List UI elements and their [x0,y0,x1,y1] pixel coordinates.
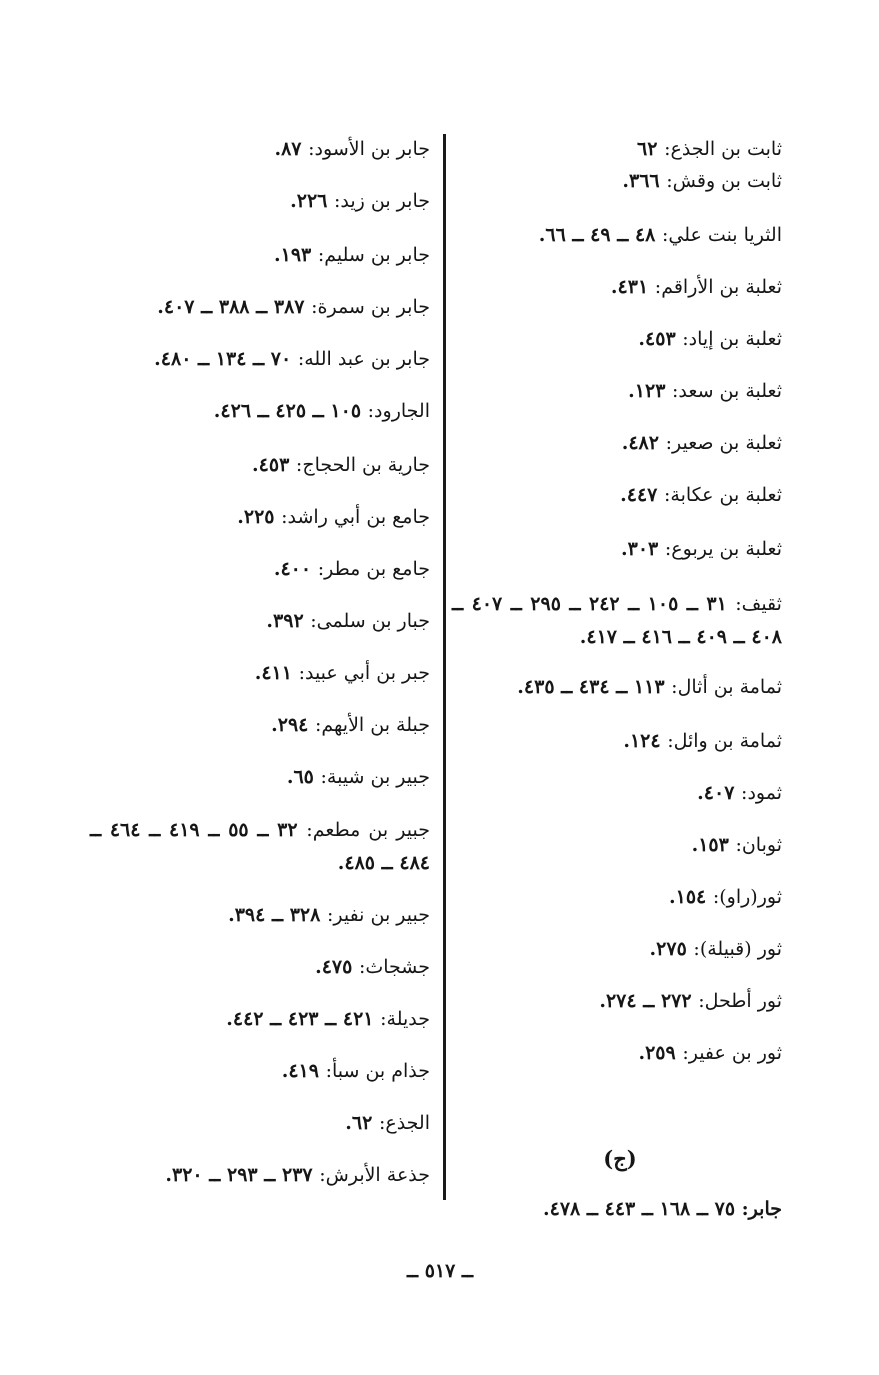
entry-name: ثور بن عفير: [682,1042,782,1064]
index-entry [90,398,430,425]
index-entry [90,712,430,739]
entry-pages: ١٢٣. [628,380,666,402]
index-entry [90,556,430,583]
entry-pages: ٤٢١ ــ ٤٢٣ ــ ٤٤٢. [226,1008,374,1030]
index-entry [90,346,430,373]
entry-name: جبلة بن الأيهم: [315,714,430,736]
index-entry [452,168,782,195]
entry-pages: ٤١٩. [281,1060,319,1082]
entry-name: جامع بن مطر: [317,558,430,580]
entry-pages: ٣٦٦. [622,170,660,192]
entry-name: ثعلبة بن الأراقم: [654,276,782,298]
entry-name: جبير بن مطعم: [306,819,430,841]
entry-pages: ٢٧٢ ــ ٢٧٤. [599,990,692,1012]
entry-name: جابر بن زيد: [334,190,430,212]
entry-pages: ٢٧٥. [649,938,687,960]
entry-pages: ٤٨٢. [621,432,659,454]
entry-pages: ١٢٤. [623,730,661,752]
entry-name: جابر بن الأسود: [308,138,430,160]
entry-name: ثقيف: [735,593,782,615]
entry-pages: ٢٩٤. [271,714,309,736]
index-entry [452,274,782,301]
entry-name: ثعلبة بن سعد: [672,380,782,402]
entry-name: جذام بن سبأ: [325,1060,430,1082]
entry-pages: ٤٣١. [610,276,649,298]
entry-name: ثعلبة بن صعير: [665,432,782,454]
entry-pages: ١٩٣. [273,244,312,266]
entry-pages: ٣٢ ــ ٥٥ ــ ٤١٩ ــ ٤٦٤ ــ ٤٨٤ ــ ٤٨٥. [90,819,430,874]
index-entry [90,1110,430,1137]
entry-pages: ٧٥ ــ ١٦٨ ــ ٤٤٣ ــ ٤٧٨. [543,1198,736,1220]
index-entry [452,588,782,654]
entry-pages: ٢٣٧ ــ ٢٩٣ ــ ٣٢٠. [165,1164,313,1186]
entry-name: ثوبان: [735,834,782,856]
entry-name: ثابت بن وقش: [666,170,782,192]
entry-name: جامع بن أبي راشد: [281,506,430,528]
index-entry [452,536,782,563]
index-entry [452,1196,782,1223]
entry-pages: ٣٩٢. [266,610,304,632]
index-entry [452,326,782,353]
entry-name: ثور(راو): [712,886,782,908]
index-entry [90,188,430,215]
index-entry [90,136,430,163]
entry-pages: ٦٢. [345,1112,373,1134]
entry-pages: ٧٠ ــ ١٣٤ ــ ٤٨٠. [154,348,292,370]
entry-name: جبير بن نفير: [326,904,430,926]
entry-name: ثمامة بن وائل: [667,730,782,752]
entry-pages: ٣٢٨ ــ ٣٩٤. [228,904,321,926]
index-entry [90,242,430,269]
index-entry [90,1006,430,1033]
entry-pages: ٤٨ ــ ٤٩ ــ ٦٦. [538,224,656,246]
entry-pages: ١٥٤. [668,886,707,908]
index-entry [90,814,430,880]
entry-pages: ٤٥٣. [252,454,290,476]
entry-name: ثعلبة بن إياد: [682,328,782,350]
index-entry [90,452,430,479]
index-entry [90,902,430,929]
index-entry [452,884,782,911]
index-entry [452,430,782,457]
index-entry [90,660,430,687]
entry-pages: ٤٠٠. [273,558,312,580]
entry-name: جابر: [741,1198,782,1220]
entry-pages: ١١٣ ــ ٤٣٤ ــ ٤٣٥. [517,676,665,698]
entry-name: ثابت بن الجذع: [664,138,782,160]
entry-pages: ٤٠٧. [697,782,735,804]
entry-name: جابر بن سليم: [317,244,430,266]
index-entry [452,482,782,509]
entry-pages: ٢٥٩. [638,1042,676,1064]
entry-name: الجارود: [367,400,430,422]
index-entry [452,1040,782,1067]
entry-name: الثريا بنت علي: [662,224,782,246]
index-entry [452,674,782,701]
index-entry [452,222,782,249]
entry-name: جارية بن الحجاج: [295,454,430,476]
entry-pages: ٤٧٥. [315,956,353,978]
entry-pages: ١٥٣. [691,834,729,856]
entry-pages: ٤٥٣. [638,328,676,350]
entry-pages: ٢٢٦. [290,190,328,212]
entry-name: ثور أطحل: [698,990,782,1012]
index-entry [90,1058,430,1085]
entry-name: ثعلبة بن عكابة: [664,484,782,506]
entry-name: جابر بن عبد الله: [297,348,430,370]
entry-pages: ٣١ ــ ١٠٥ ــ ٢٤٢ ــ ٢٩٥ ــ ٤٠٧ ــ ٤٠٨ ــ ٤٠٩ ــ ٤١٦ ــ ٤١٧. [452,593,782,648]
index-entry [90,608,430,635]
entry-pages: ١٠٥ ــ ٤٢٥ ــ ٤٢٦. [213,400,362,422]
entry-name: جبر بن أبي عبيد: [298,662,430,684]
entry-pages: ٣٨٧ ــ ٣٨٨ ــ ٤٠٧. [157,296,305,318]
index-entry [452,988,782,1015]
entry-name: جديلة: [380,1008,430,1030]
letter-heading: (ج) [603,1146,637,1171]
entry-pages: ٣٠٣. [621,538,659,560]
index-entry [90,504,430,531]
index-entry [90,954,430,981]
entry-pages: ٦٢ [637,138,658,160]
index-entry [452,378,782,405]
index-entry [452,780,782,807]
index-entry [90,1162,430,1189]
entry-pages: ٢٢٥. [237,506,275,528]
column-divider [443,134,446,1200]
entry-name: ثور (قبيلة): [693,938,782,960]
entry-name: ثعلبة بن يربوع: [664,538,782,560]
index-entry [90,294,430,321]
index-entry [452,728,782,755]
entry-name: جبير بن شيبة: [320,766,430,788]
entry-pages: ٦٥. [286,766,314,788]
entry-name: جبار بن سلمى: [310,610,430,632]
entry-name: ثمامة بن أثال: [671,676,782,698]
entry-pages: ٨٧. [274,138,302,160]
index-entry [90,764,430,791]
index-entry [452,832,782,859]
entry-name: الجذع: [378,1112,430,1134]
entry-pages: ٤١١. [254,662,292,684]
entry-name: جابر بن سمرة: [311,296,430,318]
entry-name: جذعة الأبرش: [319,1164,430,1186]
entry-name: جشجاث: [358,956,430,978]
index-entry [452,136,782,163]
entry-name: ثمود: [741,782,782,804]
entry-pages: ٤٤٧. [620,484,658,506]
index-entry [452,936,782,963]
page-number: ــ ٥١٧ ــ [406,1260,474,1282]
